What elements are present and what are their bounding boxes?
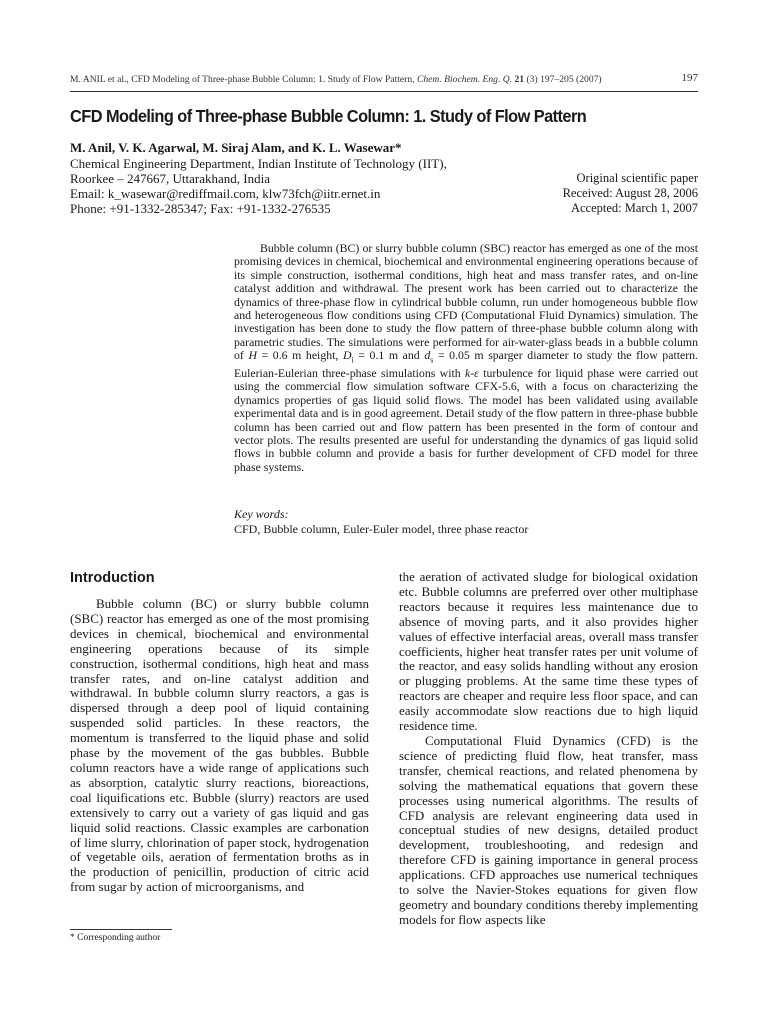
affiliation xyxy=(70,156,447,216)
intro-paragraph-cfd: Computational Fluid Dynamics (CFD) is the science of predicting fluid flow, heat transfer, mass transfer, chemical reactions, and related phenomena by solving the mathematical equations that govern these processes using numerical algorithms. The results of CFD analysis are relevant engineering data used in conceptual studies of new designs, detailed product development, troubleshooting, and redesign and therefore CFD is gaining importance in general process applications. CFD approaches use numerical techniques to solve the Navier-Stokes equations for given flow geometry and boundary conditions thereby implementing models for flow aspects like xyxy=(399,732,698,927)
page-number: 197 xyxy=(681,72,698,84)
subscript-s: s xyxy=(430,355,434,365)
affiliation-line1: Chemical Engineering Department, Indian Institute of Technology (IIT), xyxy=(70,156,447,171)
paper-info xyxy=(563,171,698,216)
value-d: = 0.1 m and xyxy=(353,348,425,363)
symbol-d: D xyxy=(342,348,352,363)
abstract xyxy=(234,242,698,474)
authors: M. Anil, V. K. Agarwal, M. Siraj Alam, and K. L. Wasewar* xyxy=(70,140,402,155)
abstract-part1: Bubble column (BC) or slurry bubble column (SBC) reactor has emerged as one of the most promising devices in chemical, biochemical and environmental engineering operations because of its simple construction, isothermal conditions, high heat and mass transfer rates, and on-line catalyst addition and withdrawal. The present work has been carried out to characterize the dynamics of three-phase flow in cylindrical bubble column, run under homogeneous bubble flow and heterogeneous flow conditions using CFD (Computational Fluid Dynamics) simulation. The investigation has been done to study the flow pattern of three-phase bubble column along with parametric studies. The simulations were performed for air-water-glass beads in a bubble column of xyxy=(234,241,698,363)
section-heading-introduction: Introduction xyxy=(70,570,155,586)
value-h: = 0.6 m height, xyxy=(256,348,343,363)
keywords-text: CFD, Bubble column, Euler-Euler model, three phase reactor xyxy=(234,522,529,536)
contact-email: Email: k_wasewar@rediffmail.com, klw73fch@iitr.ernet.in xyxy=(70,186,381,201)
footnote-rule xyxy=(70,929,172,930)
affiliation-line2: Roorkee – 247667, Uttarakhand, India xyxy=(70,171,271,186)
issue-pages: (3) 197–205 (2007) xyxy=(526,74,602,85)
intro-column-right xyxy=(399,570,698,928)
abstract-part3: turbulence for liquid phase were carried out using the commercial flow simulation software CFX-5.6, with a focus on characterizing the dynamics properties of gas liquid solid flows. The model has been validated using available experimental data and is in good agreement. Detail study of the flow pattern in three-phase bubble column has been carried out and flow pattern has been presented in the form of contour and vector plots. The results presented are useful for understanding the dynamics of gas liquid solid flows in bubble column and provide a basis for further development of CFD model for three phase systems. xyxy=(234,366,698,474)
intro-paragraph-continued: the aeration of activated sludge for biological oxidation etc. Bubble columns are preferred over other multiphase reactors because it requires less maintenance due to absence of moving parts, and it also provides higher values of effective interfacial areas, overall mass transfer coefficients, higher heat transfer rates per unit volume of the reactor, and easy solids handling without any erosion or plugging problems. At the same time these types of reactors are cheaper and require less floor space, and can easily accommodate slow reactions due to high liquid residence time. xyxy=(399,569,698,734)
journal-volume: 21 xyxy=(514,74,525,85)
footnote: * Corresponding author xyxy=(70,933,161,943)
paper-type: Original scientific paper xyxy=(576,171,698,185)
intro-column-left: Bubble column (BC) or slurry bubble column (SBC) reactor has emerged as one of the most promising devices in chemical, biochemical and environmental engineering operations because of its simple construction, isothermal conditions, high heat and mass transfer rates, and on-line catalyst addition and withdrawal. In bubble column slurry reactors, a gas is dispersed through a deep pool of liquid containing suspended solid particles. In these reactors, the momentum is transferred to the liquid phase and solid phase by the movement of the gas bubbles. Bubble column reactors have a wide range of applications such as absorption, catalytic slurry reactions, bioreactions, coal liquifications etc. Bubble (slurry) reactors are used extensively to carry out a variety of gas liquid and gas liquid solid reactions. Classic examples are carbonation of lime slurry, chlorination of paper stock, hydrogenation of vegetable oils, aeration of fermentation broths as in the production of penicillin, production of citric acid from sugar by action of microorganisms, and xyxy=(70,596,369,895)
k-epsilon: k-ε xyxy=(465,366,479,381)
subscript-i: i xyxy=(351,355,354,365)
accepted-date: Accepted: March 1, 2007 xyxy=(570,201,698,215)
symbol-ds: d xyxy=(424,348,431,363)
abstract-part2: = 0.05 m sparger diameter to study the flow pattern. Eulerian-Eulerian three-phase simulations with xyxy=(234,348,699,381)
symbol-h: H xyxy=(248,348,257,363)
paper-title: CFD Modeling of Three-phase Bubble Column: 1. Study of Flow Pattern xyxy=(70,106,587,126)
running-head-authors: M. ANIL et al., CFD Modeling of Three-phase Bubble Column: 1. Study of Flow Pattern, xyxy=(70,74,415,85)
header-rule xyxy=(70,91,698,92)
journal-name: Chem. Biochem. Eng. Q. xyxy=(416,74,513,85)
running-head xyxy=(70,74,698,85)
received-date: Received: August 28, 2006 xyxy=(562,186,698,200)
keywords-label: Key words: xyxy=(234,507,289,521)
contact-phone: Phone: +91-1332-285347; Fax: +91-1332-276535 xyxy=(70,201,331,216)
